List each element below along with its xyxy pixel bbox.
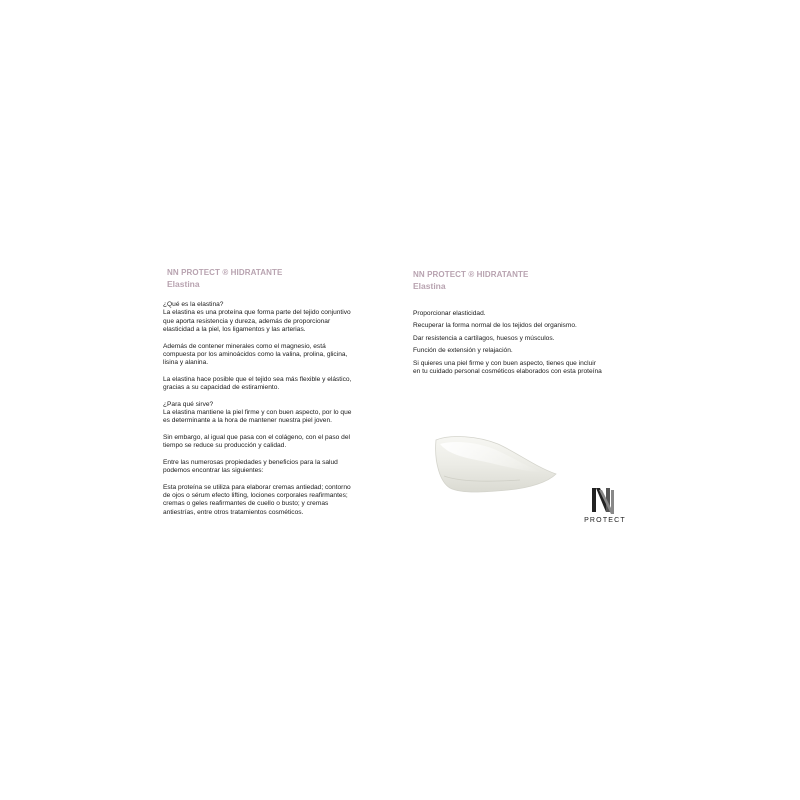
header-title: NN PROTECT ® HIDRATANTE: [167, 268, 283, 277]
logo-text: PROTECT: [584, 517, 626, 524]
left-page-header: [167, 268, 282, 289]
paragraph-what-is: ¿Qué es la elastina? La elastina es una proteína que forma parte del tejido conjuntivo que aporta resistencia y dureza, además de proporcionar elasticidad a la piel, los ligamentos y las arterias.: [163, 301, 351, 334]
list-item: Función de extensión y relajación.: [413, 347, 513, 355]
right-page: [400, 0, 800, 800]
header-title: NN PROTECT ® HIDRATANTE: [413, 270, 529, 279]
paragraph-aging: Sin embargo, al igual que pasa con el colágeno, con el paso del tiempo se reduce su producción y calidad.: [163, 433, 350, 450]
paragraph-uses: Esta proteína se utiliza para elaborar cremas antiedad; contorno de ojos o sérum efecto lifting, lociones corporales reafirmantes; cremas o geles reafirmantes de cuello o busto; y cremas antiestrías, entre otros tratamientos cosméticos.: [163, 483, 351, 516]
header-subtitle: Elastina: [413, 281, 446, 291]
left-page-body: [163, 301, 378, 525]
list-item: Proporcionar elasticidad.: [413, 310, 486, 317]
nn-protect-logo: [580, 486, 630, 526]
header-subtitle: Elastina: [167, 279, 200, 289]
list-item: Recuperar la forma normal de los tejidos del organismo.: [413, 322, 577, 330]
paragraph-flexibility: La elastina hace posible que el tejido sea más flexible y elástico, gracias a su capacidad de estiramiento.: [163, 375, 352, 392]
right-page-header: [413, 270, 528, 291]
paragraph-composition: Además de contener minerales como el magnesio, está compuesta por los aminoácidos como la valina, prolina, glicina, lisina y alanina.: [163, 342, 348, 367]
benefits-list: [413, 310, 653, 376]
cream-swatch-image: [430, 432, 560, 502]
paragraph-properties: Entre las numerosas propiedades y beneficios para la salud podemos encontrar las siguientes:: [163, 458, 338, 475]
closing-text: Si quieres una piel firme y con buen aspecto, tienes que incluir en tu cuidado personal cosméticos elaborados con esta proteína: [413, 359, 602, 376]
list-item: Dar resistencia a cartílagos, huesos y músculos.: [413, 334, 555, 342]
paragraph-purpose: ¿Para qué sirve? La elastina mantiene la piel firme y con buen aspecto, por lo que es determinante a la hora de mantener nuestra piel joven.: [163, 400, 352, 425]
